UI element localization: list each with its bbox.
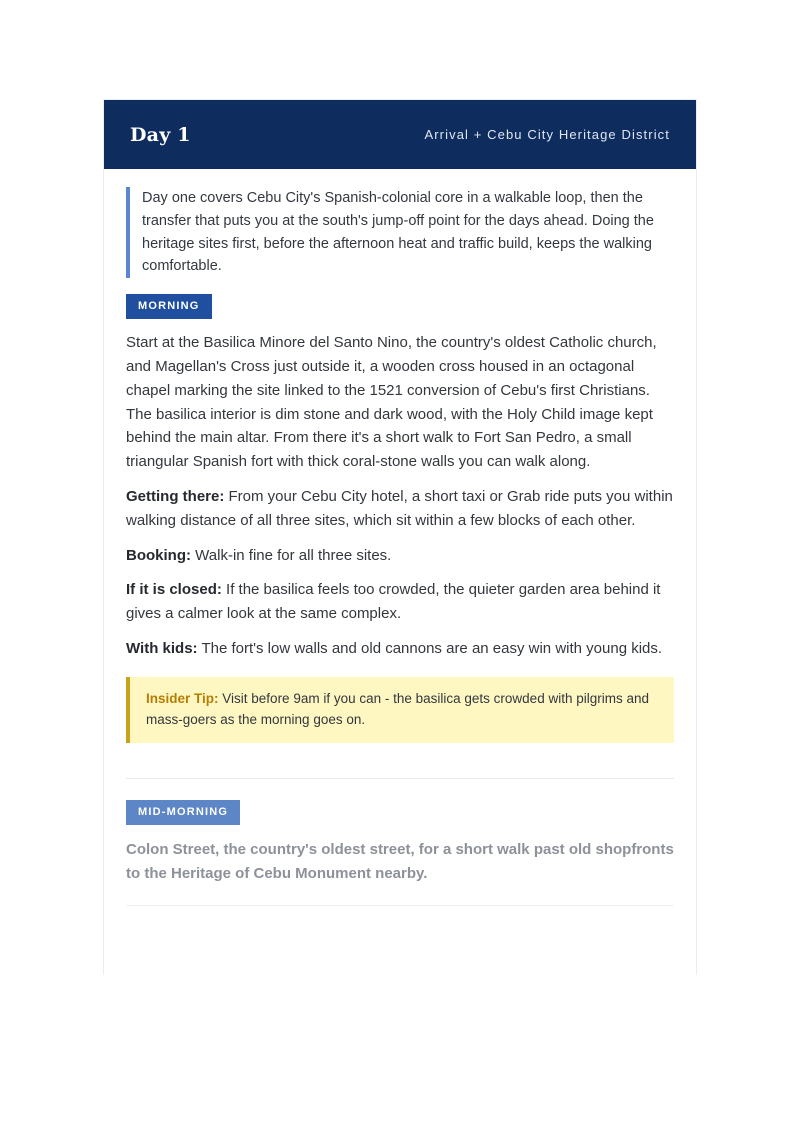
insider-tip-label: Insider Tip:	[146, 690, 219, 706]
morning-description: Start at the Basilica Minore del Santo Nino, the country's oldest Catholic church, and Magellan's Cross just outside it, a wooden cross housed in an octagonal chapel marking the site linked to the 1521 conversion of Cebu's first Christians. The basilica interior is dim stone and dark wood, with the Holy Child image kept behind the main altar. From there it's a short walk to Fort San Pedro, a small triangular Spanish fort with thick coral-stone walls you can walk along.	[126, 334, 657, 471]
kids-label: With kids:	[126, 639, 198, 657]
day-subtitle: Arrival + Cebu City Heritage District	[424, 127, 670, 142]
insider-tip-text: Visit before 9am if you can - the basilica gets crowded with pilgrims and mass-goers as the morning goes on.	[146, 690, 649, 727]
section-divider	[126, 778, 674, 779]
day-body	[104, 169, 696, 906]
section-divider-bottom	[126, 905, 674, 906]
day-card	[103, 99, 697, 975]
day-intro: Day one covers Cebu City's Spanish-colonial core in a walkable loop, then the transfer that puts you at the south's jump-off point for the days ahead. Doing the heritage sites first, before the afternoon heat and traffic build, keeps the walking comfortable.	[126, 187, 674, 278]
insider-tip	[126, 677, 674, 743]
kids-text: The fort's low walls and old cannons are an easy win with young kids.	[201, 639, 663, 657]
closed-text: If the basilica feels too crowded, the quieter garden area behind it gives a calmer look at the same complex.	[126, 581, 661, 623]
mid-morning-section	[126, 800, 674, 886]
kids-line	[126, 637, 674, 661]
mid-morning-description: Colon Street, the country's oldest street, for a short walk past old shopfronts to the Heritage of Cebu Monument nearby.	[126, 840, 674, 882]
closed-line	[126, 578, 674, 626]
morning-section	[126, 294, 674, 743]
closed-label: If it is closed:	[126, 581, 222, 599]
getting-there-line	[126, 485, 674, 533]
morning-badge: MORNING	[126, 294, 212, 319]
booking-text: Walk-in fine for all three sites.	[195, 546, 392, 564]
day-header	[104, 100, 696, 169]
booking-line	[126, 544, 674, 568]
mid-morning-badge: MID-MORNING	[126, 800, 240, 825]
getting-there-text: From your Cebu City hotel, a short taxi or Grab ride puts you within walking distance of all three sites, which sit within a few blocks of each other.	[126, 487, 673, 529]
booking-label: Booking:	[126, 546, 191, 564]
day-title: Day 1	[130, 123, 191, 146]
getting-there-label: Getting there:	[126, 487, 225, 505]
